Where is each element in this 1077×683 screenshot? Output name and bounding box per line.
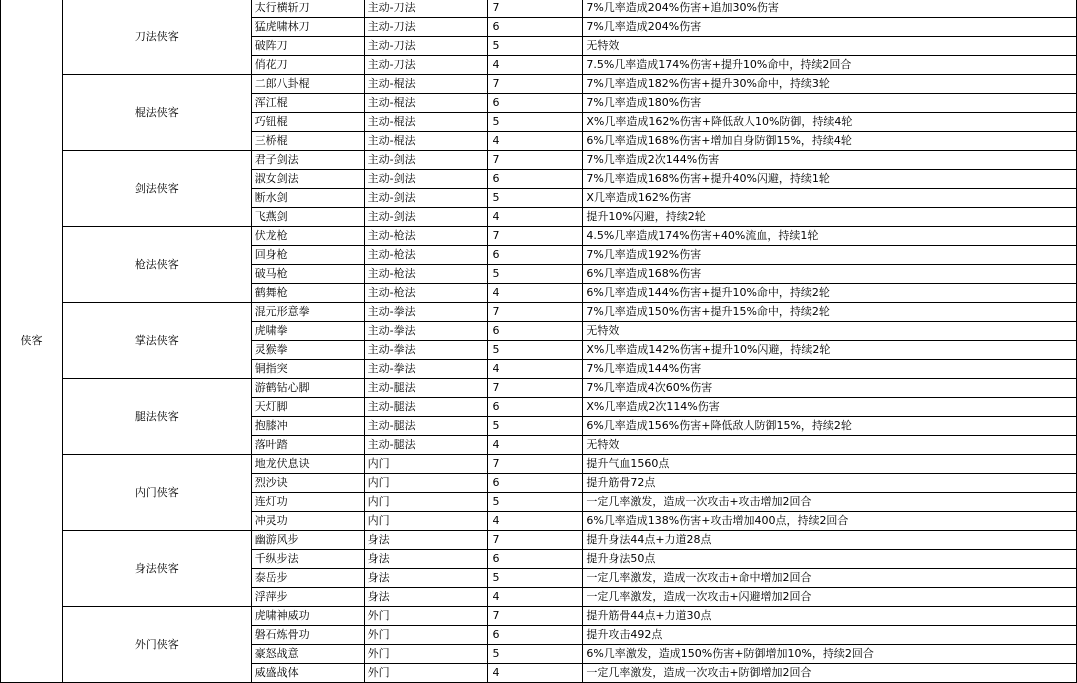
skill-level-cell: 5 [488,189,583,208]
skill-type-cell: 主动-棍法 [364,132,488,151]
skill-level-cell: 5 [488,569,583,588]
skill-name-cell: 千纵步法 [251,550,364,569]
skill-effect-cell: 提升攻击492点 [583,626,1077,645]
skill-level-cell: 5 [488,37,583,56]
skill-level-cell: 4 [488,664,583,683]
skill-name-cell: 破马枪 [251,265,364,284]
skill-type-cell: 主动-枪法 [364,265,488,284]
skill-type-cell: 主动-棍法 [364,94,488,113]
category-cell: 侠客 [1,0,63,683]
table-row [1,0,1077,18]
skill-level-cell: 6 [488,398,583,417]
skill-name-cell: 幽游风步 [251,531,364,550]
skill-level-cell: 6 [488,94,583,113]
skill-name-cell: 冲灵功 [251,512,364,531]
skill-effect-cell: 7%几率造成2次144%伤害 [583,151,1077,170]
skill-level-cell: 7 [488,227,583,246]
skill-effect-cell: X%几率造成2次114%伤害 [583,398,1077,417]
skill-name-cell: 浑江棍 [251,94,364,113]
skill-type-cell: 外门 [364,664,488,683]
skill-name-cell: 虎啸拳 [251,322,364,341]
skill-effect-cell: 无特效 [583,322,1077,341]
skill-type-cell: 内门 [364,512,488,531]
skill-name-cell: 君子剑法 [251,151,364,170]
skill-type-cell: 主动-腿法 [364,436,488,455]
table-row [1,227,1077,246]
skill-type-cell: 主动-枪法 [364,284,488,303]
skill-effect-cell: 6%几率造成168%伤害 [583,265,1077,284]
skill-level-cell: 6 [488,626,583,645]
skill-table-body [1,0,1077,683]
table-row [1,607,1077,626]
skill-level-cell: 7 [488,379,583,398]
skill-level-cell: 7 [488,151,583,170]
table-row [1,455,1077,474]
skill-name-cell: 烈沙诀 [251,474,364,493]
skill-type-cell: 主动-刀法 [364,0,488,18]
group-name-cell: 枪法侠客 [62,227,251,303]
skill-name-cell: 二郎八卦棍 [251,75,364,94]
skill-type-cell: 主动-腿法 [364,398,488,417]
skill-name-cell: 虎啸神威功 [251,607,364,626]
skill-type-cell: 内门 [364,493,488,512]
skill-level-cell: 5 [488,645,583,664]
table-row [1,75,1077,94]
skill-type-cell: 主动-拳法 [364,341,488,360]
skill-name-cell: 豪怒战意 [251,645,364,664]
skill-type-cell: 外门 [364,645,488,664]
skill-name-cell: 游鹤钻心脚 [251,379,364,398]
group-name-cell: 掌法侠客 [62,303,251,379]
skill-effect-cell: 提升气血1560点 [583,455,1077,474]
skill-name-cell: 地龙伏息诀 [251,455,364,474]
skill-name-cell: 飞燕剑 [251,208,364,227]
skill-level-cell: 6 [488,246,583,265]
skill-type-cell: 主动-腿法 [364,379,488,398]
skill-type-cell: 外门 [364,607,488,626]
skill-type-cell: 主动-腿法 [364,417,488,436]
skill-name-cell: 太行横斩刀 [251,0,364,18]
skill-effect-cell: 6%几率造成156%伤害+降低敌人防御15%，持续2轮 [583,417,1077,436]
skill-name-cell: 猛虎啸林刀 [251,18,364,37]
skill-type-cell: 主动-剑法 [364,170,488,189]
skill-level-cell: 5 [488,265,583,284]
skill-level-cell: 6 [488,18,583,37]
skill-effect-cell: 无特效 [583,37,1077,56]
skill-name-cell: 抱膝冲 [251,417,364,436]
skill-name-cell: 伏龙枪 [251,227,364,246]
skill-level-cell: 5 [488,341,583,360]
skill-name-cell: 天灯脚 [251,398,364,417]
skill-name-cell: 磐石炼骨功 [251,626,364,645]
skill-level-cell: 5 [488,113,583,132]
skill-level-cell: 6 [488,170,583,189]
skill-effect-cell: 6%几率造成144%伤害+提升10%命中，持续2轮 [583,284,1077,303]
skill-type-cell: 身法 [364,588,488,607]
skill-type-cell: 主动-刀法 [364,37,488,56]
skill-name-cell: 三桥棍 [251,132,364,151]
table-row [1,531,1077,550]
group-name-cell: 内门侠客 [62,455,251,531]
skill-effect-cell: 无特效 [583,436,1077,455]
skill-name-cell: 铜指突 [251,360,364,379]
skill-level-cell: 6 [488,550,583,569]
skill-type-cell: 主动-拳法 [364,360,488,379]
skill-type-cell: 主动-枪法 [364,227,488,246]
skill-effect-cell: 6%几率激发，造成150%伤害+防御增加10%，持续2回合 [583,645,1077,664]
skill-level-cell: 4 [488,360,583,379]
skill-effect-cell: 提升身法50点 [583,550,1077,569]
skill-name-cell: 淑女剑法 [251,170,364,189]
skill-effect-cell: 7%几率造成204%伤害+追加30%伤害 [583,0,1077,18]
skill-effect-cell: 7%几率造成150%伤害+提升15%命中，持续2轮 [583,303,1077,322]
skill-level-cell: 7 [488,75,583,94]
skill-name-cell: 威盛战体 [251,664,364,683]
skill-effect-cell: 提升10%闪避，持续2轮 [583,208,1077,227]
skill-level-cell: 7 [488,303,583,322]
skill-effect-cell: X几率造成162%伤害 [583,189,1077,208]
skill-effect-cell: 7%几率造成144%伤害 [583,360,1077,379]
skill-level-cell: 4 [488,588,583,607]
table-row [1,379,1077,398]
skill-type-cell: 主动-刀法 [364,18,488,37]
skill-level-cell: 7 [488,607,583,626]
skill-effect-cell: 4.5%几率造成174%伤害+40%流血，持续1轮 [583,227,1077,246]
group-name-cell: 棍法侠客 [62,75,251,151]
skill-type-cell: 身法 [364,569,488,588]
skill-level-cell: 7 [488,531,583,550]
skill-effect-cell: 7%几率造成192%伤害 [583,246,1077,265]
skill-level-cell: 5 [488,417,583,436]
skill-effect-cell: X%几率造成162%伤害+降低敌人10%防御，持续4轮 [583,113,1077,132]
group-name-cell: 腿法侠客 [62,379,251,455]
skill-level-cell: 7 [488,455,583,474]
skill-effect-cell: 一定几率激发，造成一次攻击+防御增加2回合 [583,664,1077,683]
skill-effect-cell: 7.5%几率造成174%伤害+提升10%命中，持续2回合 [583,56,1077,75]
skill-name-cell: 断水剑 [251,189,364,208]
skill-level-cell: 4 [488,56,583,75]
skill-name-cell: 俏花刀 [251,56,364,75]
skill-name-cell: 浮萍步 [251,588,364,607]
skill-type-cell: 主动-刀法 [364,56,488,75]
table-row [1,151,1077,170]
skill-effect-cell: 6%几率造成138%伤害+攻击增加400点，持续2回合 [583,512,1077,531]
skill-type-cell: 主动-拳法 [364,303,488,322]
skill-type-cell: 主动-拳法 [364,322,488,341]
skill-effect-cell: 6%几率造成168%伤害+增加自身防御15%，持续4轮 [583,132,1077,151]
skill-level-cell: 4 [488,512,583,531]
skill-type-cell: 身法 [364,531,488,550]
skill-name-cell: 落叶踏 [251,436,364,455]
skill-level-cell: 4 [488,208,583,227]
group-name-cell: 剑法侠客 [62,151,251,227]
skill-type-cell: 主动-棍法 [364,113,488,132]
skill-type-cell: 主动-剑法 [364,189,488,208]
skill-effect-cell: 7%几率造成168%伤害+提升40%闪避，持续1轮 [583,170,1077,189]
skill-effect-cell: 一定几率激发，造成一次攻击+攻击增加2回合 [583,493,1077,512]
skill-level-cell: 5 [488,493,583,512]
skill-effect-cell: 7%几率造成4次60%伤害 [583,379,1077,398]
skill-type-cell: 内门 [364,474,488,493]
skill-name-cell: 灵猴拳 [251,341,364,360]
skill-name-cell: 连灯功 [251,493,364,512]
skill-effect-cell: 提升身法44点+力道28点 [583,531,1077,550]
skill-effect-cell: X%几率造成142%伤害+提升10%闪避，持续2轮 [583,341,1077,360]
skill-name-cell: 巧钮棍 [251,113,364,132]
skill-type-cell: 外门 [364,626,488,645]
skill-type-cell: 身法 [364,550,488,569]
skill-effect-cell: 7%几率造成204%伤害 [583,18,1077,37]
skill-name-cell: 破阵刀 [251,37,364,56]
skill-type-cell: 主动-剑法 [364,151,488,170]
skill-effect-cell: 提升筋骨44点+力道30点 [583,607,1077,626]
skill-name-cell: 泰岳步 [251,569,364,588]
skill-type-cell: 主动-棍法 [364,75,488,94]
skill-effect-cell: 一定几率激发，造成一次攻击+命中增加2回合 [583,569,1077,588]
skill-name-cell: 鹤舞枪 [251,284,364,303]
table-row [1,303,1077,322]
skill-level-cell: 4 [488,284,583,303]
skill-effect-cell: 一定几率激发，造成一次攻击+闪避增加2回合 [583,588,1077,607]
skill-level-cell: 4 [488,132,583,151]
group-name-cell: 身法侠客 [62,531,251,607]
skill-level-cell: 7 [488,0,583,18]
skill-effect-cell: 7%几率造成180%伤害 [583,94,1077,113]
skill-type-cell: 主动-剑法 [364,208,488,227]
skill-type-cell: 内门 [364,455,488,474]
skill-level-cell: 6 [488,322,583,341]
skill-name-cell: 混元形意拳 [251,303,364,322]
skill-name-cell: 回身枪 [251,246,364,265]
group-name-cell: 刀法侠客 [62,0,251,75]
skill-level-cell: 6 [488,474,583,493]
skill-type-cell: 主动-枪法 [364,246,488,265]
skill-effect-cell: 提升筋骨72点 [583,474,1077,493]
group-name-cell: 外门侠客 [62,607,251,683]
skill-effect-cell: 7%几率造成182%伤害+提升30%命中，持续3轮 [583,75,1077,94]
skill-level-cell: 4 [488,436,583,455]
